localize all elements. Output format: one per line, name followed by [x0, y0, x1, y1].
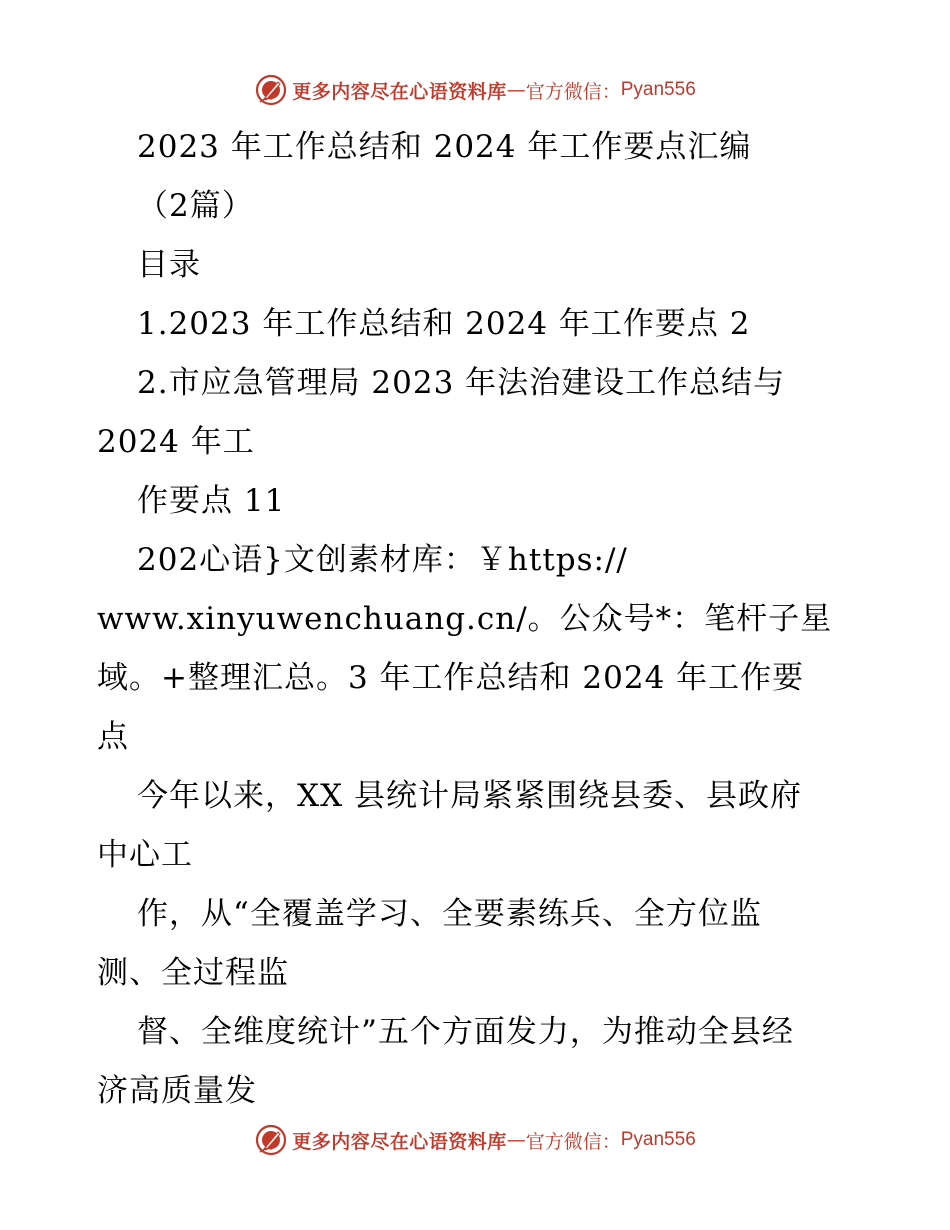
body-paragraph-line: 测、全过程监 — [97, 955, 289, 991]
watermark-promo-text: 更多内容尽在心语资料库 — [292, 80, 507, 103]
doc-subtitle: （2篇） — [137, 188, 254, 224]
body-paragraph-line: 点 — [97, 719, 129, 755]
toc-heading: 目录 — [137, 247, 201, 283]
body-paragraph-line: 中心工 — [97, 837, 193, 873]
watermark-dash: — — [506, 79, 526, 101]
body-paragraph-line: 济高质量发 — [97, 1073, 257, 1109]
footer-watermark-banner — [0, 1120, 950, 1160]
body-paragraph-line: www.xinyuwenchuang.cn/。公众号*：笔杆子星 — [97, 601, 833, 637]
body-paragraph-line: 作，从“全覆盖学习、全要素练兵、全方位监 — [137, 896, 762, 932]
body-paragraph-line: 今年以来，XX 县统计局紧紧围绕县委、县政府 — [137, 778, 802, 814]
body-paragraph-line: 督、全维度统计”五个方面发力，为推动全县经 — [137, 1014, 794, 1050]
header-watermark-banner — [0, 70, 950, 110]
document-body — [97, 118, 887, 1121]
watermark-wechat-id: Pyan556 — [620, 1129, 696, 1150]
watermark-dash: — — [506, 1129, 526, 1151]
toc-item-2: 2.市应急管理局 2023 年法治建设工作总结与 — [137, 365, 786, 401]
watermark-wechat-label: 官方微信： — [525, 1130, 621, 1153]
toc-item-2-continued: 2024 年工 — [97, 424, 255, 460]
doc-title: 2023 年工作总结和 2024 年工作要点汇编 — [137, 129, 752, 165]
watermark-wechat-id: Pyan556 — [620, 79, 696, 100]
toc-item-1: 1.2023 年工作总结和 2024 年工作要点 2 — [137, 306, 751, 342]
toc-item-2-page: 作要点 11 — [137, 483, 286, 519]
body-paragraph-line: 域。+整理汇总。3 年工作总结和 2024 年工作要 — [97, 660, 805, 696]
quill-pen-logo-icon — [254, 73, 288, 107]
watermark-wechat-label: 官方微信： — [525, 80, 621, 103]
body-paragraph-line: 202心语}文创素材库：￥https:// — [137, 542, 628, 578]
quill-pen-logo-icon — [254, 1123, 288, 1157]
watermark-promo-text: 更多内容尽在心语资料库 — [292, 1130, 507, 1153]
